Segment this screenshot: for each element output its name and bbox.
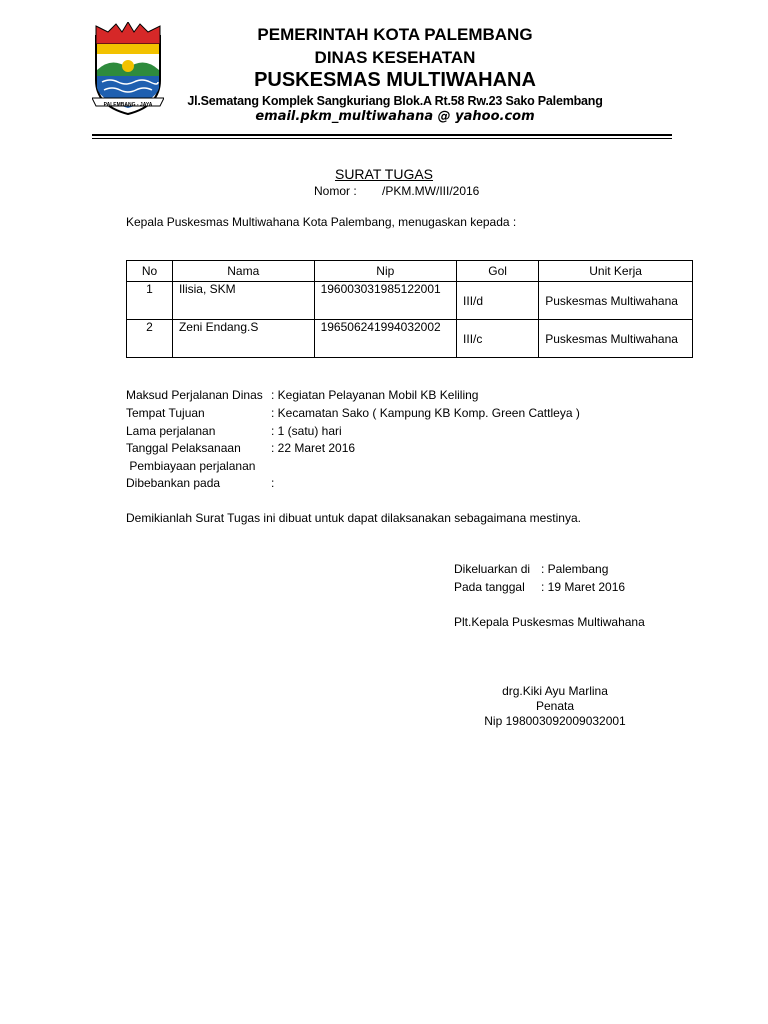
detail-label-purpose: Maksud Perjalanan Dinas [126,388,263,402]
cell-unit-kerja: Puskesmas Multiwahana [539,282,693,320]
detail-label-destination: Tempat Tujuan [126,406,205,420]
detail-label-duration: Lama perjalanan [126,424,216,438]
signatory-rank: Penata [535,699,575,713]
closing-paragraph: Demikianlah Surat Tugas ini dibuat untuk dapat dilaksanakan sebagaimana mestinya. [126,511,581,525]
table-row [127,282,693,320]
cell-no: 2 [127,320,173,358]
assigned-staff-table [126,260,693,358]
detail-label-funding: Pembiayaan perjalanan [126,459,256,473]
cell-gol: III/d [457,282,539,320]
letterhead-email: email.pkm_multiwahana @ yahoo.com [255,109,535,124]
letterhead-rule-thick [92,134,672,136]
emblem-ribbon-text: PALEMBANG - JAYA [103,102,153,108]
issued-date-value: : 19 Maret 2016 [541,580,626,594]
letter-number-value: /PKM.MW/III/2016 [382,184,480,198]
signatory-name: drg.Kiki Ayu Marlina [502,684,608,698]
cell-no: 1 [127,282,173,320]
cell-nip: 196003031985122001 [314,282,456,320]
signatory-position: Plt.Kepala Puskesmas Multiwahana [454,615,645,629]
detail-value-destination: : Kecamatan Sako ( Kampung KB Komp. Green Cattleya ) [271,406,580,420]
issued-place-value: : Palembang [541,562,609,576]
issued-place-label: Dikeluarkan di [454,562,531,576]
issued-date-label: Pada tanggal [454,580,525,594]
letterhead-rule-thin [92,138,672,139]
detail-value-date: : 22 Maret 2016 [271,441,356,455]
letter-title [0,166,768,182]
letterhead-department: DINAS KESEHATAN [314,48,476,67]
detail-value-duration: : 1 (satu) hari [271,424,342,438]
letterhead-institution: PUSKESMAS MULTIWAHANA [254,69,536,91]
col-header-no: No [127,261,173,282]
col-header-unit-kerja: Unit Kerja [539,261,693,282]
detail-label-date: Tanggal Pelaksanaan [126,441,241,455]
intro-paragraph: Kepala Puskesmas Multiwahana Kota Palembang, menugaskan kepada : [126,215,517,229]
detail-value-purpose: : Kegiatan Pelayanan Mobil KB Keliling [271,388,479,402]
col-header-gol: Gol [457,261,539,282]
cell-unit-kerja: Puskesmas Multiwahana [539,320,693,358]
detail-value-charged-to: : [271,476,275,490]
letterhead-government: PEMERINTAH KOTA PALEMBANG [257,25,533,44]
cell-nama: Ilisia, SKM [172,282,314,320]
cell-gol: III/c [457,320,539,358]
table-header-row [127,261,693,282]
signatory-nip: Nip 198003092009032001 [484,714,626,728]
letter-title-text: SURAT TUGAS [334,166,434,182]
detail-label-charged-to: Dibebankan pada [126,476,221,490]
letterhead-address: Jl.Sematang Komplek Sangkuriang Blok.A Rt.58 Rw.23 Sako Palembang [187,94,603,108]
cell-nama: Zeni Endang.S [172,320,314,358]
letter-number-label: Nomor : [314,184,357,198]
col-header-nama: Nama [172,261,314,282]
col-header-nip: Nip [314,261,456,282]
cell-nip: 196506241994032002 [314,320,456,358]
table-row [127,320,693,358]
